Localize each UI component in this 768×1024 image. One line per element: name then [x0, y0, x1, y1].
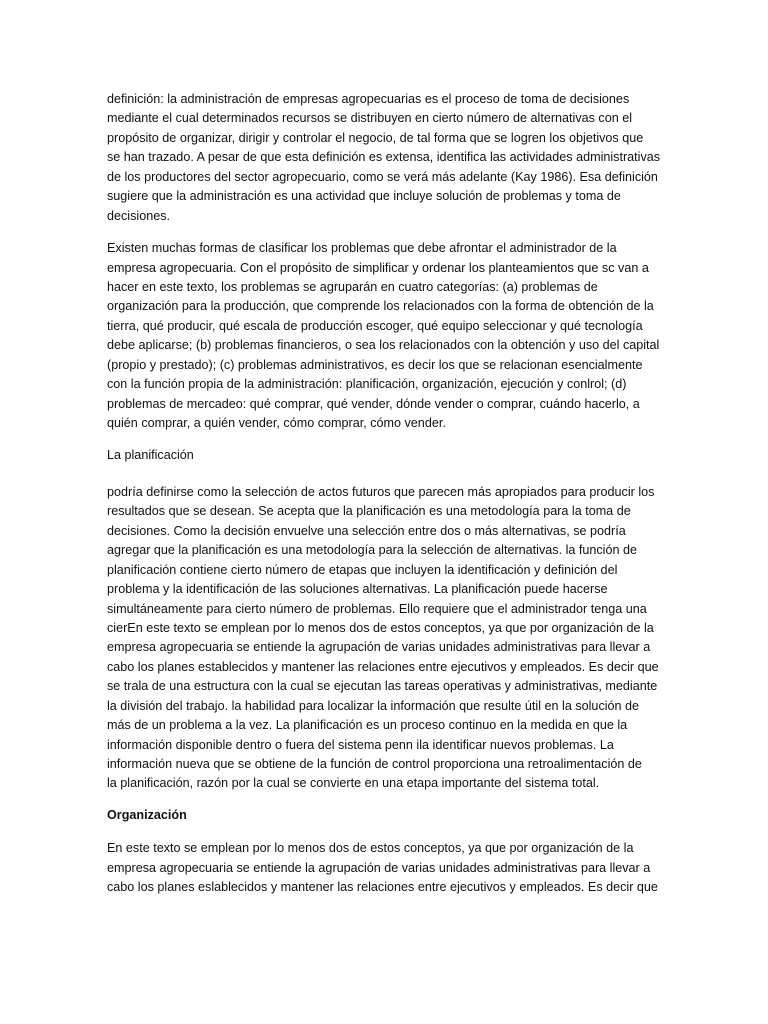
paragraph-spacer	[107, 794, 659, 806]
paragraph-problem-classification	[107, 239, 659, 433]
paragraph-spacer	[107, 226, 659, 239]
text-line: planificación contiene cierto número de etapas que incluyen la identificación y definición del	[107, 562, 618, 577]
text-line: información disponible dentro o fuera del sistema penn ila identificar nuevos problemas. La	[107, 737, 614, 752]
text-line: sugiere que la administración es una actividad que incluye solución de problemas y toma de	[107, 189, 621, 204]
paragraph-organizacion	[107, 839, 659, 897]
text-line: se han trazado. A pesar de que esta definición es extensa, identifica las actividades administrativas	[107, 150, 661, 165]
text-line: con la función propia de la administración: planificación, organización, ejecución y conlrol; (d)	[107, 377, 627, 392]
text-line: problemas de mercadeo: qué comprar, qué vender, dónde vender o comprar, cuándo hacerlo, a	[107, 396, 640, 411]
text-line: podría definirse como la selección de actos futuros que parecen más apropiados para producir los	[107, 484, 655, 499]
text-line: simultáneamente para cierto número de problemas. Ello requiere que el administrador tenga una	[107, 601, 647, 616]
paragraph-planificacion	[107, 483, 659, 794]
section-heading-organizacion: Organización	[107, 807, 187, 822]
text-line: agregar que la planificación es una metodología para la selección de alternativas. la función de	[107, 543, 637, 558]
text-line: empresa agropecuaria. Con el propósito de simplificar y ordenar los planteamientos que sc van a	[107, 260, 649, 275]
text-line: mediante el cual determinados recursos se distribuyen en cierto número de alternativas con el	[107, 111, 633, 126]
text-line: tierra, qué producir, qué escala de producción escoger, qué equipo seleccionar y qué tecnología	[107, 318, 643, 333]
text-line: de los productores del sector agropecuario, como se verá más adelante (Kay 1986). Esa definición	[107, 169, 658, 184]
text-line: resultados que se desean. Se acepta que la planificación es una metodología para la toma de	[107, 504, 631, 519]
text-line: En este texto se emplean por lo menos dos de estos conceptos, ya que por organización de la	[107, 841, 634, 856]
text-line: la planificación, razón por la cual se convierte en una etapa importante del sistema total.	[107, 776, 600, 791]
text-line: decisiones. Como la decisión envuelve una selección entre dos o más alternativas, se podría	[107, 523, 626, 538]
text-line: organización para la producción, que comprende los relacionados con la forma de obtención de la	[107, 299, 654, 314]
text-line: Existen muchas formas de clasificar los problemas que debe afrontar el administrador de la	[107, 241, 617, 256]
paragraph-spacer	[107, 433, 659, 446]
text-line: empresa agropecuaria se entiende la agrupación de varias unidades administrativas para llevar a	[107, 860, 651, 875]
paragraph-spacer	[107, 825, 659, 839]
document-page	[107, 90, 659, 898]
section-heading-planificacion: La planificación	[107, 448, 194, 463]
text-line: información nueva que se obtiene de la función de control proporciona una retroalimentación de	[107, 757, 642, 772]
paragraph-spacer	[107, 466, 659, 483]
text-line: cierEn este texto se emplean por lo menos dos de estos conceptos, ya que por organización de la	[107, 620, 654, 635]
text-line: cabo los planes establecidos y mantener las relaciones entre ejecutivos y empleados. Es decir que	[107, 659, 659, 674]
text-line: decisiones.	[107, 208, 171, 223]
text-line: definición: la administración de empresas agropecuarias es el proceso de toma de decisiones	[107, 92, 630, 106]
text-line: (propio y prestado); (c) problemas administrativos, es decir los que se relacionan esencialmente	[107, 357, 643, 372]
text-line: quién comprar, a quién vender, cómo comprar, cómo vender.	[107, 416, 446, 430]
text-line: debe aplicarse; (b) problemas financieros, o sea los relacionados con la obtención y uso del capital	[107, 338, 660, 353]
text-line: la división del trabajo. la habilidad para localizar la información que resulte útil en la solución de	[107, 698, 640, 713]
text-line: hacer en este texto, los problemas se agruparán en cuatro categorías: (a) problemas de	[107, 279, 598, 294]
paragraph-definition	[107, 90, 659, 226]
text-line: propósito de organizar, dirigir y controlar el negocio, de tal forma que se logren los objetivos que	[107, 130, 644, 145]
text-line: más de un problema a la vez. La planificación es un proceso continuo en la medida en que la	[107, 718, 628, 733]
text-line: se trala de una estructura con la cual se ejecutan las tareas operativas y administrativas, mediante	[107, 679, 658, 694]
text-line: problema y la identificación de las soluciones alternativas. La planificación puede hacerse	[107, 582, 608, 597]
text-line: cabo los planes eslablecidos y mantener las relaciones entre ejecutivos y empleados. Es decir que	[107, 880, 658, 895]
text-line: empresa agropecuaria se entiende la agrupación de varias unidades administrativas para llevar a	[107, 640, 651, 655]
